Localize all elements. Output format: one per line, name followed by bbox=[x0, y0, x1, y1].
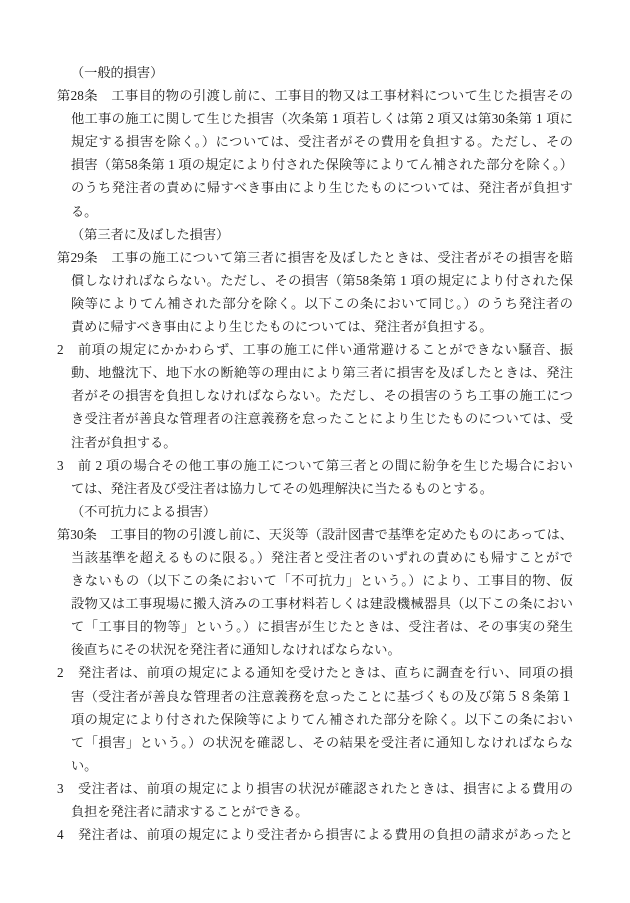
continuation-line: きないもの（以下この条において「不可抗力」という。）により、工事目的物、仮 bbox=[71, 573, 573, 589]
continuation-line: 償しなければならない。ただし、その損害（第58条第 1 項の規定により付された保 bbox=[71, 272, 573, 288]
continuation-line: 損害（第58条第 1 項の規定により付された保険等によりてん補された部分を除く。） bbox=[71, 157, 573, 173]
heading-line: （不可抗力による損害） bbox=[71, 503, 217, 519]
continuation-line: て「工事目的物等」という。）に損害が生じたときは、受注者は、その事実の発生 bbox=[71, 619, 573, 635]
paragraph-line: 3 前 2 項の場合その他工事の施工について第三者との間に紛争を生じた場合におい bbox=[57, 457, 573, 473]
continuation-line: 害（受注者が善良な管理者の注意義務を怠ったことに基づくもの及び第５８条第１ bbox=[71, 688, 573, 704]
continuation-line: 設物又は工事現場に搬入済みの工事材料若しくは建設機械器具（以下この条におい bbox=[71, 596, 573, 612]
paragraph-line: 2 発注者は、前項の規定による通知を受けたときは、直ちに調査を行い、同項の損 bbox=[57, 665, 573, 681]
continuation-line: 負担を発注者に請求することができる。 bbox=[71, 804, 309, 819]
continuation-line: 注者が負担する。 bbox=[71, 434, 177, 450]
heading-line: （一般的損害） bbox=[71, 65, 164, 80]
article-line: 第30条 工事目的物の引渡し前に、天災等（設計図書で基準を定めたものにあっては、 bbox=[57, 526, 573, 542]
continuation-line: い。 bbox=[71, 757, 98, 773]
continuation-line: 項の規定により付された保険等によりてん補された部分を除く。以下この条におい bbox=[71, 711, 573, 727]
paragraph-line: 3 受注者は、前項の規定により損害の状況が確認されたときは、損害による費用の bbox=[57, 780, 573, 796]
continuation-line: ては、発注者及び受注者は協力してその処理解決に当たるものとする。 bbox=[71, 480, 493, 496]
paragraph-line: 2 前項の規定にかかわらず、工事の施工に伴い通常避けることができない騒音、振 bbox=[57, 342, 573, 358]
continuation-line: のうち発注者の責めに帰すべき事由により生じたものについては、発注者が負担す bbox=[71, 180, 573, 196]
continuation-line: 規定する損害を除く。）については、受注者がその費用を負担する。ただし、その bbox=[71, 134, 573, 150]
continuation-line: き受注者が善良な管理者の注意義務を怠ったことにより生じたものについては、受 bbox=[71, 411, 573, 427]
continuation-line: 責めに帰すべき事由により生じたものについては、発注者が負担する。 bbox=[71, 319, 493, 335]
continuation-line: 者がその損害を負担しなければならない。ただし、その損害のうち工事の施工につ bbox=[71, 388, 573, 404]
heading-line: （第三者に及ぼした損害） bbox=[71, 226, 230, 242]
continuation-line: 他工事の施工に関して生じた損害（次条第 1 項若しくは第 2 項又は第30条第 1 項に bbox=[71, 111, 573, 127]
paragraph-line: 4 発注者は、前項の規定により受注者から損害による費用の負担の請求があったと bbox=[57, 827, 573, 843]
continuation-line: 険等によりてん補された部分を除く。以下この条において同じ。）のうち発注者の bbox=[71, 295, 573, 311]
document-body bbox=[57, 61, 573, 846]
article-line: 第29条 工事の施工について第三者に損害を及ぼしたときは、受注者がその損害を賠 bbox=[57, 249, 573, 265]
continuation-line: 当該基準を超えるものに限る。）発注者と受注者のいずれの責めにも帰すことがで bbox=[71, 549, 573, 565]
continuation-line: 後直ちにその状況を発注者に通知しなければならない。 bbox=[71, 642, 401, 658]
continuation-line: 動、地盤沈下、地下水の断絶等の理由により第三者に損害を及ぼしたときは、発注 bbox=[71, 365, 573, 381]
continuation-line: て「損害」という。）の状況を確認し、その結果を受注者に通知しなければならな bbox=[71, 734, 573, 750]
continuation-line: る。 bbox=[71, 203, 98, 219]
article-line: 第28条 工事目的物の引渡し前に、工事目的物又は工事材料について生じた損害その bbox=[57, 88, 573, 104]
